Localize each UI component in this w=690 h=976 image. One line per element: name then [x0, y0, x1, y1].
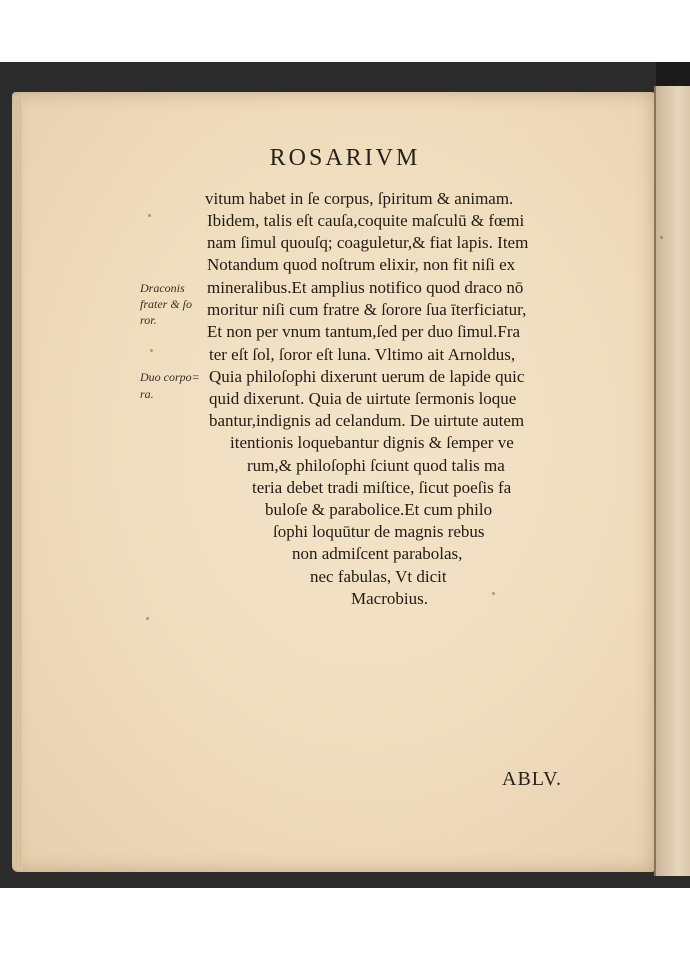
text-line: ſophi loquūtur de magnis rebus [273, 522, 485, 541]
text-line: ter eſt ſol, ſoror eſt luna. Vltimo ait Arnoldus, [209, 345, 516, 364]
text-line: itentionis loquebantur dignis & ſemper ve [230, 433, 514, 452]
side-note: Draconis [140, 281, 185, 295]
text-line: mineralibus.Et amplius notifico quod draco nō [207, 278, 524, 297]
text-line: Macrobius. [351, 589, 428, 608]
text-line: buloſe & parabolice.Et cum philo [265, 500, 493, 519]
text-line: Notandum quod noſtrum elixir, non fit niſi ex [207, 255, 516, 274]
side-note: Duo corpo= [140, 370, 200, 384]
text-line: Et non per vnum tantum,ſed per duo ſimul.Fra [207, 322, 521, 341]
text-line: rum,& philoſophi ſciunt quod talis ma [247, 456, 505, 475]
text-line: vitum habet in ſe corpus, ſpiritum & animam. [205, 189, 514, 208]
text-line: Quia philoſophi dixerunt uerum de lapide quic [209, 367, 525, 386]
text-line: nam ſimul quouſq; coaguletur,& fiat lapis. Item [207, 233, 529, 252]
side-note: ror. [140, 313, 157, 327]
ink-speck [660, 236, 663, 239]
ink-speck [148, 214, 151, 217]
text-line: quid dixerunt. Quia de uirtute ſermonis loque [209, 389, 517, 408]
side-note: frater & ſo [140, 297, 193, 311]
text-line: teria debet tradi miſtice, ſicut poeſis fa [252, 478, 512, 497]
text-line: Ibidem, talis eſt cauſa,coquite maſculū & fœmi [207, 211, 525, 230]
text-line: moritur niſi cum fratre & ſorore ſua īterficiatur, [207, 300, 527, 319]
text-line: non admiſcent parabolas, [292, 544, 463, 563]
side-note: ra. [140, 387, 154, 401]
catchword: ABLV. [502, 768, 563, 790]
text-line: nec fabulas, Vt dicit [310, 567, 447, 586]
running-head: ROSARIVM [269, 145, 421, 171]
facing-page-edge [654, 86, 690, 876]
ink-speck [146, 617, 149, 620]
page-stack-edge [12, 96, 22, 870]
binding-shadow [656, 62, 690, 86]
text-line: bantur,indignis ad celandum. De uirtute autem [209, 411, 525, 430]
ink-speck [150, 349, 153, 352]
ink-speck [492, 592, 495, 595]
